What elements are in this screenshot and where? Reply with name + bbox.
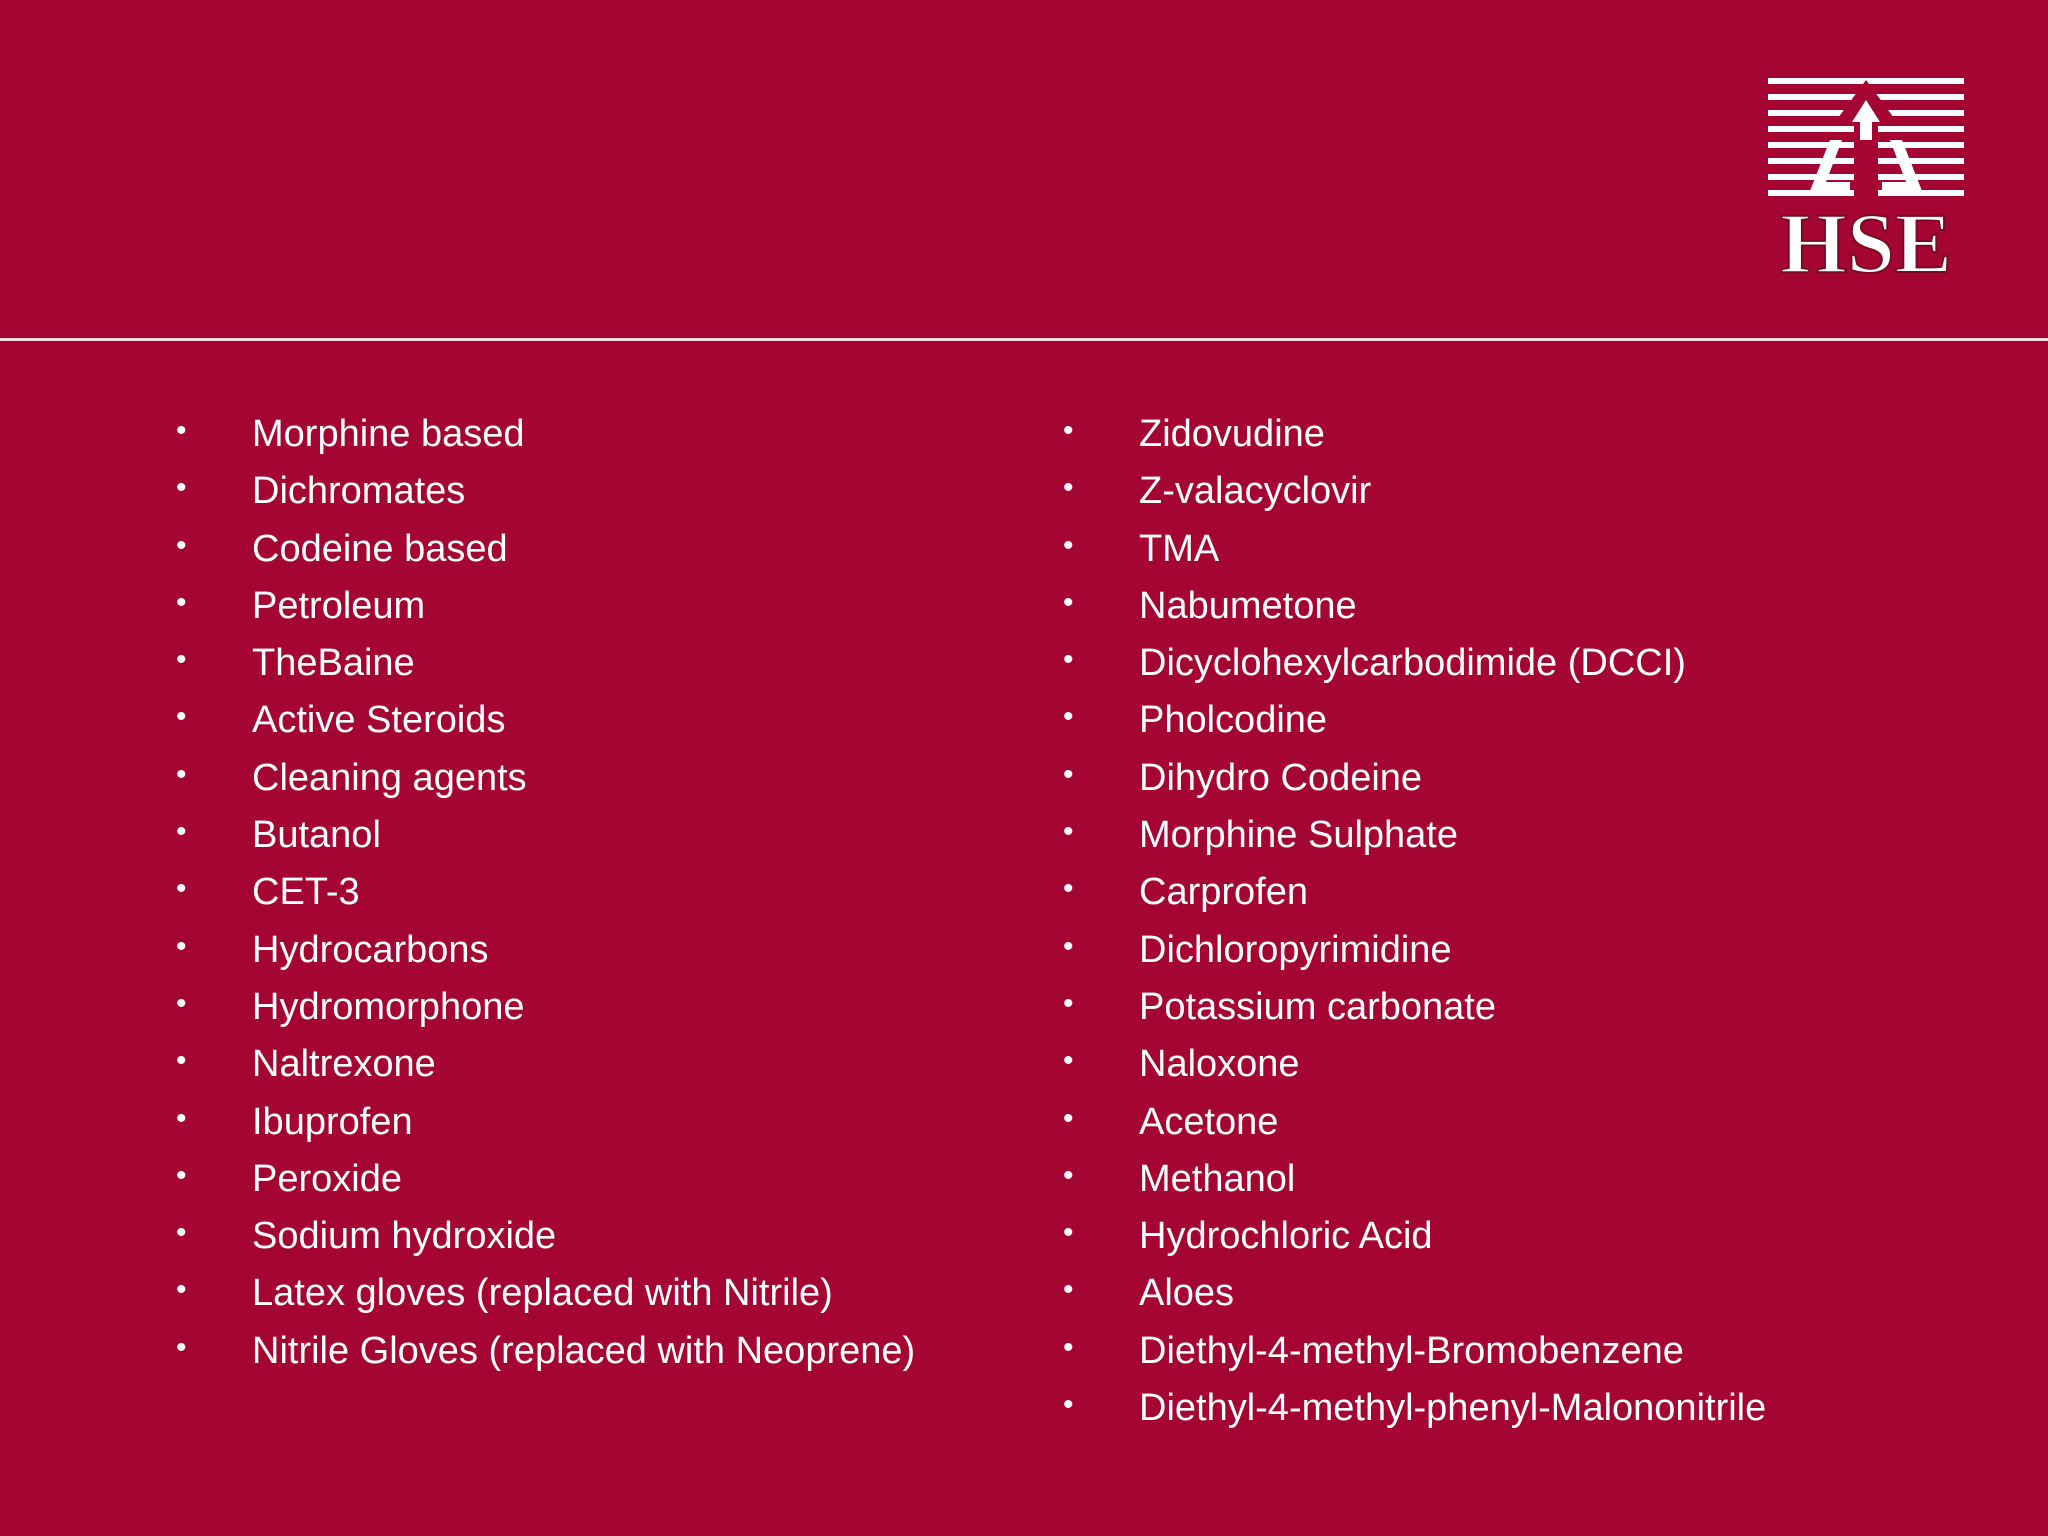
bullet-icon: • bbox=[1063, 700, 1074, 734]
list-item-label: Acetone bbox=[1139, 1100, 1279, 1143]
bullet-icon: • bbox=[1063, 585, 1074, 619]
list-item-label: Hydrocarbons bbox=[252, 928, 489, 971]
bullet-icon: • bbox=[176, 643, 187, 677]
bullet-icon: • bbox=[1063, 414, 1074, 447]
list-item-label: Morphine based bbox=[252, 413, 525, 455]
bullet-icon: • bbox=[1063, 929, 1074, 963]
list-item-label: CET-3 bbox=[252, 871, 360, 914]
bullet-icon: • bbox=[1063, 1273, 1074, 1307]
bullet-icon: • bbox=[1063, 986, 1074, 1020]
hse-logo bbox=[1768, 78, 1964, 276]
list-item-label: Dihydro Codeine bbox=[1139, 756, 1423, 799]
list-item-label: Latex gloves (replaced with Nitrile) bbox=[252, 1272, 833, 1315]
list-item-label: Ibuprofen bbox=[252, 1100, 413, 1143]
list-item-label: Cleaning agents bbox=[252, 756, 527, 799]
list-item-label: TMA bbox=[1139, 527, 1220, 570]
bullet-icon: • bbox=[176, 700, 187, 734]
list-item-label: Codeine based bbox=[252, 527, 508, 570]
list-item-label: Hydromorphone bbox=[252, 985, 525, 1028]
list-item-label: Butanol bbox=[252, 814, 381, 857]
list-item-label: Aloes bbox=[1139, 1272, 1235, 1315]
list-item-label: Z-valacyclovir bbox=[1139, 470, 1372, 513]
bullet-icon: • bbox=[176, 1101, 187, 1135]
bullet-icon: • bbox=[1063, 643, 1074, 677]
bullet-icon: • bbox=[176, 929, 187, 963]
list-item-label: Potassium carbonate bbox=[1139, 985, 1496, 1028]
list-item-label: Nabumetone bbox=[1139, 584, 1357, 627]
list-item-label: Naltrexone bbox=[252, 1043, 436, 1086]
bullet-icon: • bbox=[176, 471, 187, 505]
list-item-label: Zidovudine bbox=[1139, 413, 1325, 455]
bullet-icon: • bbox=[1063, 1216, 1074, 1250]
list-item-label: Dicyclohexylcarbodimide (DCCI) bbox=[1139, 642, 1686, 685]
list-item-label: Nitrile Gloves (replaced with Neoprene) bbox=[252, 1329, 916, 1372]
bullet-icon: • bbox=[176, 585, 187, 619]
bullet-icon: • bbox=[176, 986, 187, 1020]
bullet-icon: • bbox=[1063, 528, 1074, 562]
list-item-label: TheBaine bbox=[252, 642, 415, 685]
header-divider bbox=[0, 338, 2048, 341]
hse-logo-text: HSE bbox=[1779, 195, 1953, 276]
bullet-icon: • bbox=[1063, 1158, 1074, 1192]
list-item-label: Peroxide bbox=[252, 1157, 402, 1200]
bullet-icon: • bbox=[1063, 815, 1074, 849]
list-item-label: Morphine Sulphate bbox=[1139, 814, 1458, 857]
bullet-icon: • bbox=[1063, 1044, 1074, 1078]
bullet-icon: • bbox=[176, 1273, 187, 1307]
bullet-icon: • bbox=[1063, 1101, 1074, 1135]
list-item-label: Dichromates bbox=[252, 470, 466, 513]
bullet-icon: • bbox=[176, 1044, 187, 1078]
slide-header bbox=[0, 0, 2048, 340]
list-item-label: Sodium hydroxide bbox=[252, 1215, 557, 1258]
list-item-label: Pholcodine bbox=[1139, 699, 1328, 742]
bullet-icon: • bbox=[176, 528, 187, 562]
bullet-icon: • bbox=[176, 815, 187, 849]
bullet-icon: • bbox=[1063, 1330, 1074, 1364]
list-item-label: Naloxone bbox=[1139, 1043, 1300, 1086]
list-item-label: Diethyl-4-methyl-phenyl-Malononitrile bbox=[1139, 1387, 1767, 1430]
bullet-icon: • bbox=[176, 872, 187, 906]
list-item-label: Carprofen bbox=[1139, 871, 1308, 914]
list-item-label: Dichloropyrimidine bbox=[1139, 928, 1452, 971]
list-item-label: Active Steroids bbox=[252, 699, 506, 742]
bullet-icon: • bbox=[176, 1216, 187, 1250]
list-item-label: Diethyl-4-methyl-Bromobenzene bbox=[1139, 1329, 1684, 1372]
list-item-label: Petroleum bbox=[252, 584, 426, 627]
bullet-icon: • bbox=[176, 757, 187, 791]
bullet-icon: • bbox=[1063, 757, 1074, 791]
bullet-icon: • bbox=[176, 1330, 187, 1364]
list-item-label: Methanol bbox=[1139, 1157, 1296, 1200]
bullet-icon: • bbox=[1063, 872, 1074, 906]
bullet-icon: • bbox=[1063, 1388, 1074, 1422]
list-item-label: Hydrochloric Acid bbox=[1139, 1215, 1433, 1258]
bullet-icon: • bbox=[176, 414, 187, 447]
bullet-icon: • bbox=[176, 1158, 187, 1192]
bullet-icon: • bbox=[1063, 471, 1074, 505]
